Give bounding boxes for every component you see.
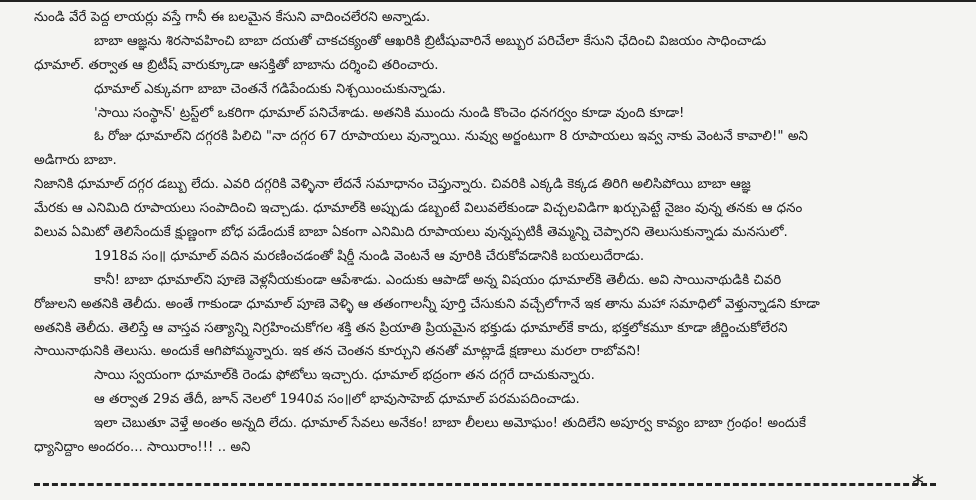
footer-star-icon: * <box>912 470 924 498</box>
text-line: ధూమాల్. తర్వాత ఆ బ్రిటీష్ వారుక్కూడా ఆసక్తితో బాబాను దర్శించి తరించారు. <box>34 57 439 73</box>
text-line: అతనికి తెలీదు. తెలిస్తే ఆ వాస్తవ సత్యాన్ని నిగ్రహించుకోగల శక్తి తన ప్రియాతి ప్రియమైన భక్తుడు ధూమాల్‌కే కాదు, భక్తలోకమూ కూడా జీర్ణించుకోలేరని <box>34 320 788 336</box>
text-line: అడిగారు బాబా. <box>34 153 117 169</box>
text-line: నిజానికి ధూమాల్ దగ్గర డబ్బు లేదు. ఎవరి దగ్గరికి వెళ్ళినా లేదనే సమాధానం చెప్తున్నారు. చివరికి ఎక్కడి కెక్కడ తిరిగి అలిసిపోయి బాబా ఆజ్ఞ <box>34 177 751 193</box>
text-line: 1918వ సం॥ ధూమాల్ వదిన మరణించడంతో షిర్డీ నుండి వెంటనే ఆ వూరికి చేరుకోవడానికి బయలుదేరాడు. <box>94 248 645 264</box>
text-line: ధూమాల్ ఎక్కువగా బాబా చెంతనే గడిపేందుకు నిశ్చయించుకున్నాడు. <box>94 81 446 97</box>
text-line: సాయి స్వయంగా ధూమాల్‌కి రెండు ఫోటోలు ఇచ్చారు. ధూమాల్ భద్రంగా తన దగ్గరే దాచుకున్నారు. <box>94 368 595 384</box>
text-line: ఇలా చెబుతూ వెళ్తే అంతం అన్నది లేదు. ధూమాల్ సేవలు అనేకం! బాబా లీలలు అమోఘం! తుదిలేని అపూర్వ కావ్యం బాబా గ్రంథం! అందుకే <box>94 416 806 432</box>
body-text <box>34 6 962 460</box>
text-line: నుండి వేరే పెద్ద లాయర్లు వస్తే గానీ ఈ బలమైన కేసుని వాదించలేరని అన్నాడు. <box>34 10 431 25</box>
text-line: ఆ తర్వాత 29వ తేదీ, జూన్ నెలలో 1940వ సం॥లో భావుసాహెబ్ ధూమాల్ పరమపదించాడు. <box>94 392 580 408</box>
footer-dashed-rule <box>34 483 936 486</box>
text-line: ఓ రోజు ధూమాల్‌ని దగ్గరకి పిలిచి "నా దగ్గర 67 రూపాయలు వున్నాయి. నువ్వు అర్జంటుగా 8 రూపాయలు ఇవ్వ నాకు వెంటనే కావాలి!" అని <box>94 129 808 145</box>
text-line: కానీ! బాబా ధూమాల్‌ని పూణె వెళ్లనీయకుండా ఆపేశాడు. ఎందుకు ఆపాడో అన్న విషయం ధూమాల్‌కి తెలీదు. అవి సాయినాథుడికి చివరి <box>94 272 782 288</box>
text-line: సాయినాథునికి తెలుసు. అందుకే ఆగిపోమ్మన్నారు. ఇక తన చెంతన కూర్చుని తనతో మాట్లాడే క్షణాలు మరలా రాబోవని! <box>34 344 641 360</box>
text-line: మేరకు ఆ ఎనిమిది రూపాయలు సంపాదించి ఇచ్చాడు. ధూమాల్‌కి అప్పుడు డబ్బంటే విలువలేకుండా విచ్చలవిడిగా ఖర్చుపెట్టే నైజం వున్న తనకు ఆ ధనం <box>34 201 803 217</box>
text-line: రోజులని అతనికి తెలీదు. అంతే గాకుండా ధూమాల్ పూణె వెళ్ళి ఆ తతంగాలన్నీ పూర్తి చేసుకుని వచ్చేలోగానే ఇక తాను మహా సమాధిలో వెళ్తున్నాడని కూడా <box>34 296 820 312</box>
text-line: విలువ ఏమిటో తెలిసేందుకే క్షుణ్ణంగా బోధ పడేందుకే బాబా ఏకంగా ఎనిమిది రూపాయలు వున్నప్పటికీ తెమ్మన్ని చెప్పారని తెలుసుకున్నాడు మనసులో. <box>34 225 788 241</box>
text-line: బాబా ఆజ్ఞను శిరసావహించి బాబా దయతో చాకచక్యంతో ఆఖరికి బ్రిటీషువారినే అబ్బుర పరిచేలా కేసుని ఛేదించి విజయం సాధించాడు <box>94 33 767 49</box>
text-line: ధ్యానిద్దాం అందరం... సాయిరాం!!! .. అని <box>34 440 251 456</box>
text-line: 'సాయి సంస్థాన్' ట్రస్ట్‌లో ఒకరిగా ధూమాల్ పనిచేశాడు. అతనికి ముందు నుండి కొంచెం ధనగర్వం కూడా వుంది కూడా! <box>94 105 685 121</box>
